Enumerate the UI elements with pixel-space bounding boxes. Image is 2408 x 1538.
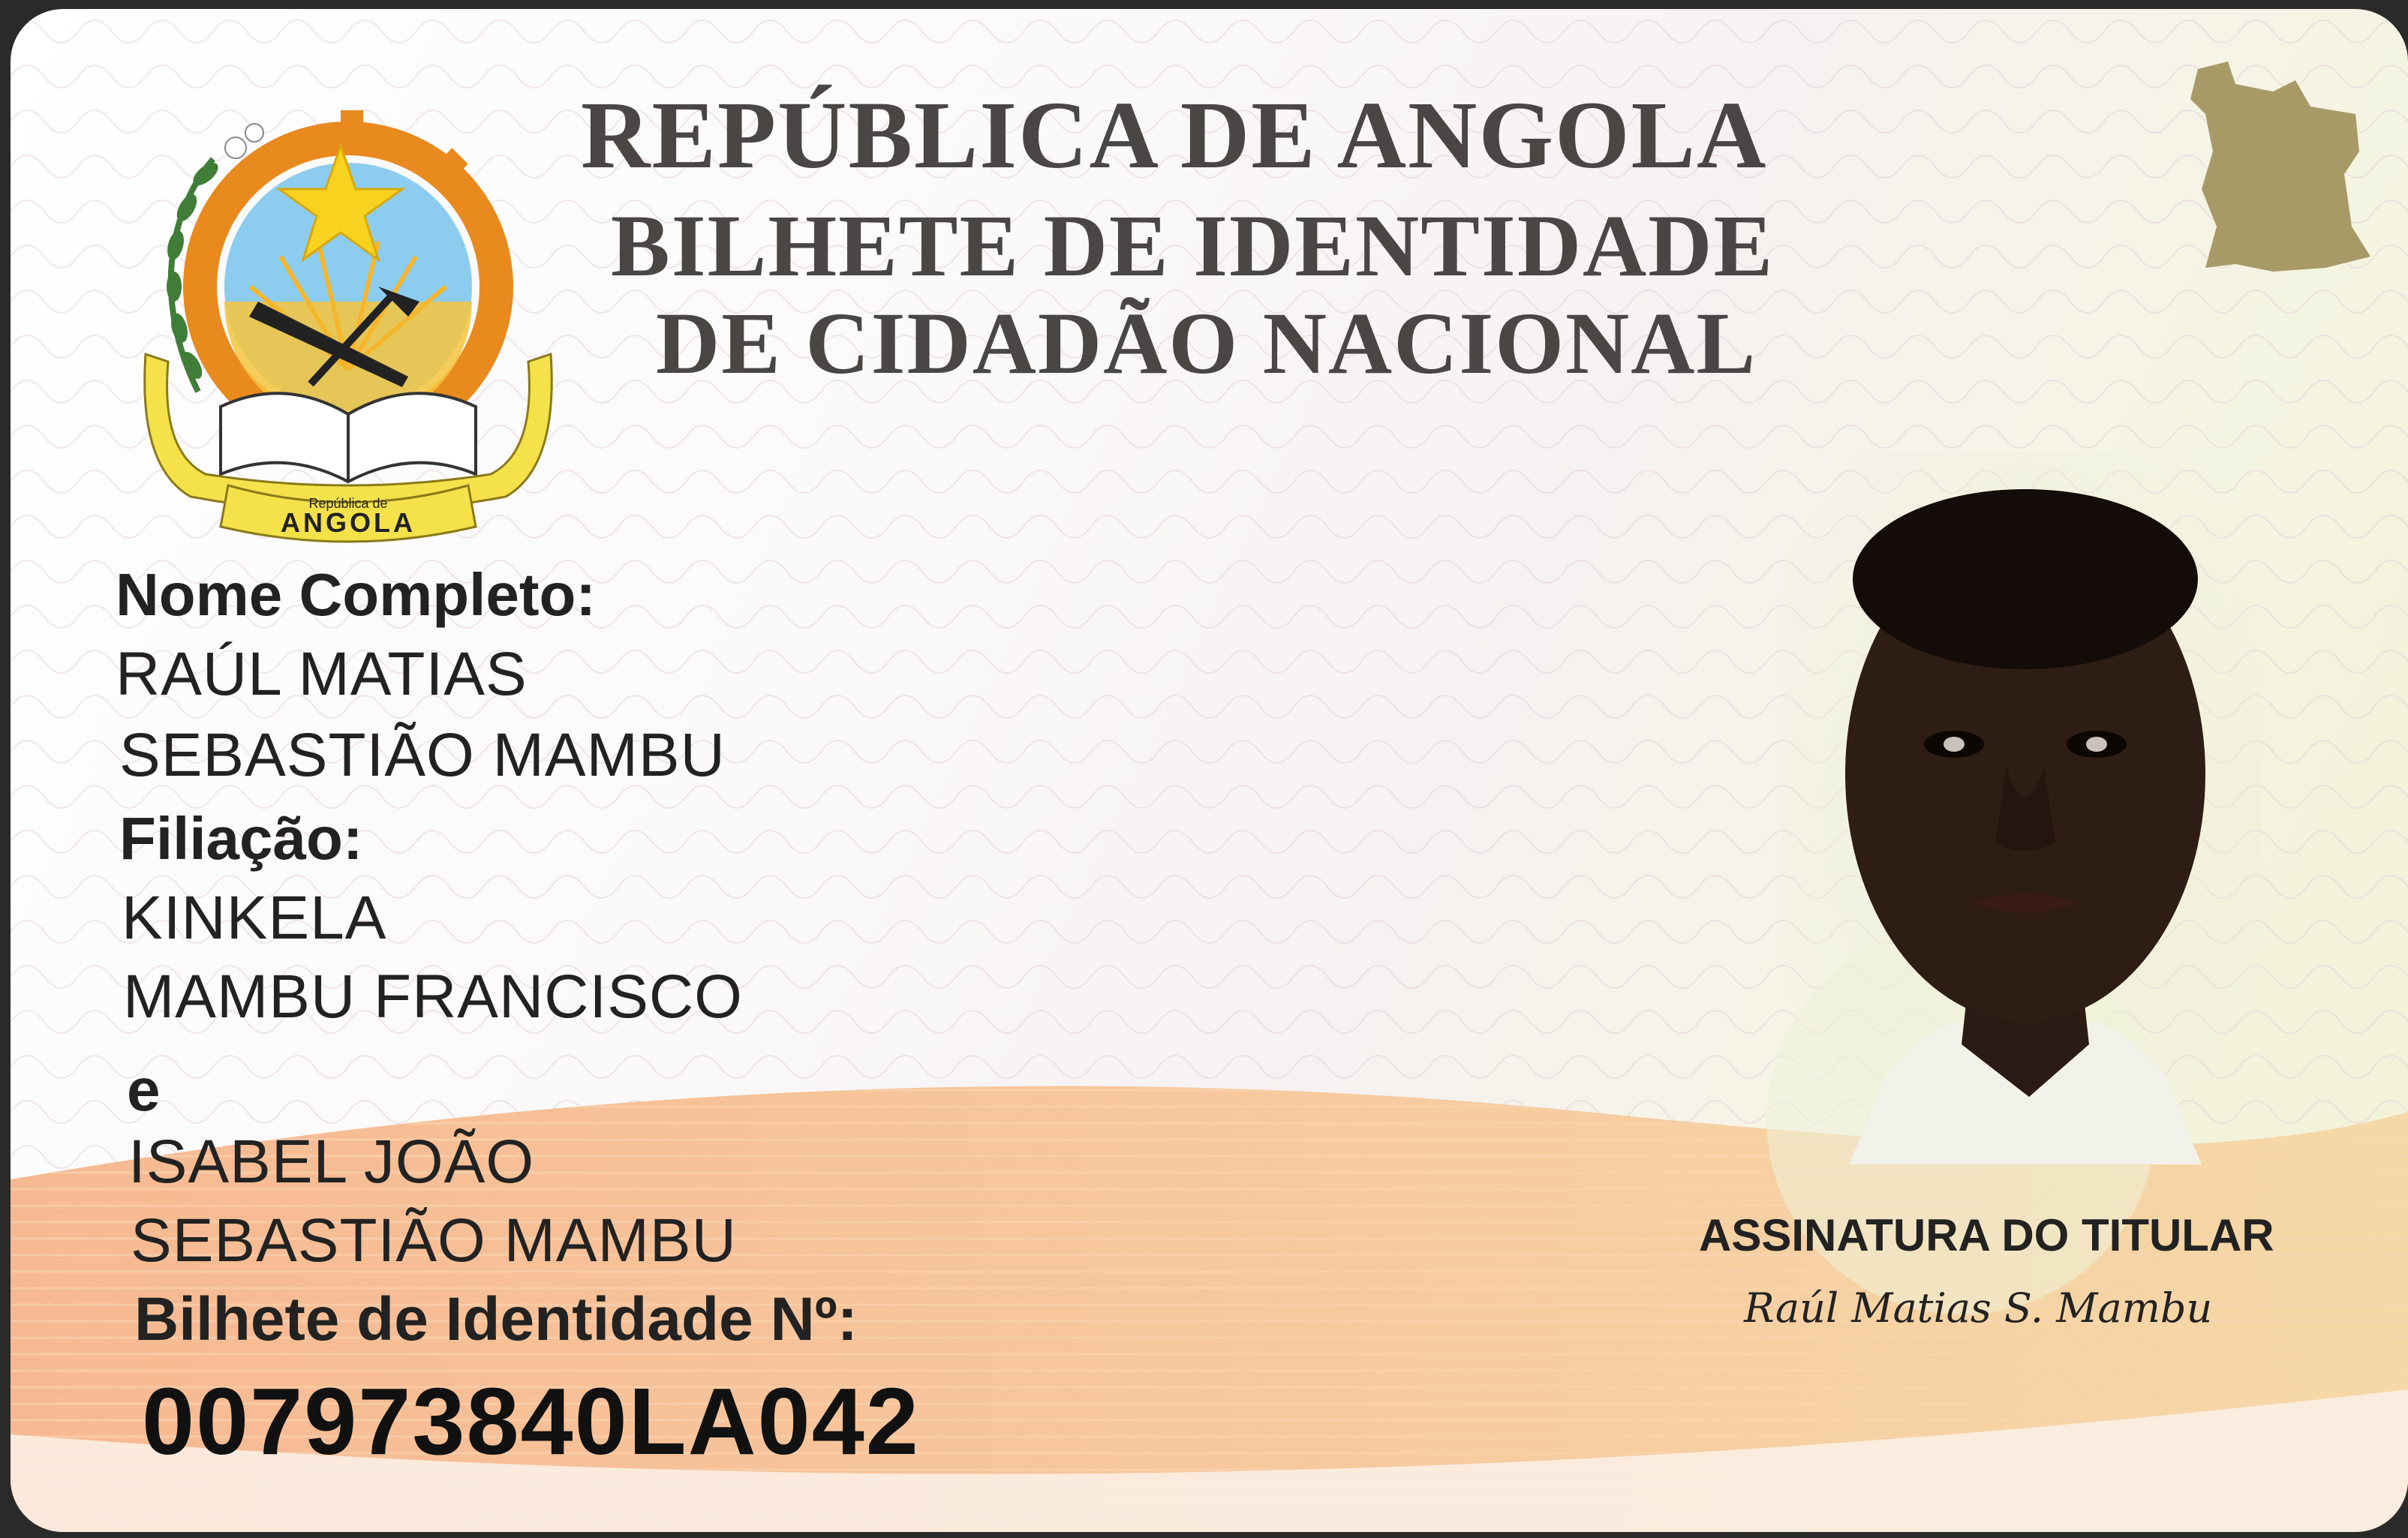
document-title-line1: BILHETE DE IDENTIDADE bbox=[611, 197, 1775, 295]
id-number: 007973840LA042 bbox=[142, 1368, 920, 1474]
parents-conjunction: e bbox=[127, 1056, 161, 1123]
name-label: Nome Completo: bbox=[116, 561, 596, 628]
id-card bbox=[11, 9, 2408, 1532]
country-title: REPÚBLICA DE ANGOLA bbox=[581, 82, 1768, 188]
mother-line-2: SEBASTIÃO MAMBU bbox=[131, 1206, 737, 1275]
mother-line-1: ISABEL JOÃO bbox=[128, 1128, 535, 1196]
holder-photo bbox=[1781, 452, 2262, 1164]
svg-text:República de: República de bbox=[308, 496, 388, 511]
parents-label: Filiação: bbox=[119, 805, 363, 872]
holder-signature: Raúl Matias S. Mambu bbox=[1744, 1284, 2213, 1332]
id-number-label: Bilhete de Identidade Nº: bbox=[134, 1285, 858, 1353]
father-line-2: MAMBU FRANCISCO bbox=[123, 963, 743, 1031]
father-line-1: KINKELA bbox=[122, 884, 387, 952]
svg-text:ANGOLA: ANGOLA bbox=[281, 507, 416, 538]
name-line-2: SEBASTIÃO MAMBU bbox=[119, 721, 726, 789]
angola-map-icon bbox=[2183, 54, 2378, 279]
national-emblem bbox=[123, 77, 558, 549]
document-title-line2: DE CIDADÃO NACIONAL bbox=[656, 294, 1757, 392]
name-line-1: RAÚL MATIAS bbox=[116, 640, 528, 708]
signature-label: ASSINATURA DO TITULAR bbox=[1699, 1210, 2274, 1260]
